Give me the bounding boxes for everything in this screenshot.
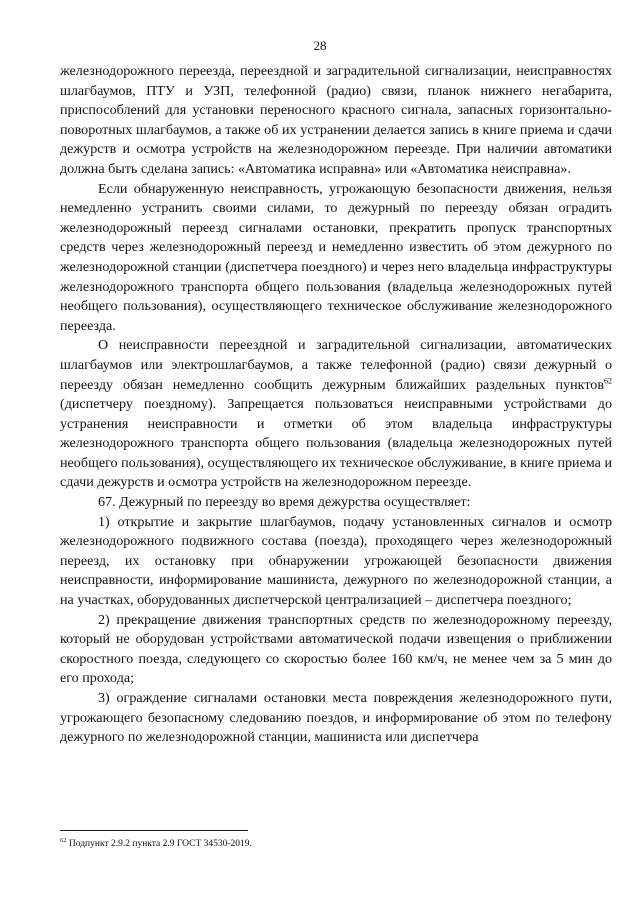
footnote-divider bbox=[60, 830, 248, 831]
footnote-text: Подпункт 2.9.2 пункта 2.9 ГОСТ 34530-2019. bbox=[66, 839, 252, 849]
clause-67-heading: 67. Дежурный по переезду во время дежурства осуществляет: bbox=[98, 494, 471, 511]
page-number: 28 bbox=[313, 38, 327, 53]
list-item-1: 1) открытие и закрытие шлагбаумов, подачу установленных сигналов и осмотр железнодорожного подвижного состава (поезда), проходящего через железнодорожный переезд, их остановку при обнаружении угрожающей безопасности движения неисправности, информирование машиниста, дежурного по железнодорожной станции, а на участках, оборудованных диспетчерской централизацией – диспетчера поездного; bbox=[60, 513, 612, 609]
footnote bbox=[60, 838, 612, 850]
list-item-3: 3) ограждение сигналами остановки места повреждения железнодорожного пути, угрожающего безопасному следованию поездов, и информирование об этом по телефону дежурного по железнодорожной станции, машиниста или диспетчера bbox=[60, 690, 612, 746]
footnote-number: 62 bbox=[60, 836, 67, 844]
paragraph-continuation: железнодорожного переезда, переездной и заградительной сигнализации, неисправностях шлагбаумов, ПТУ и УЗП, телефонной (радио) связи, планок нижнего негабарита, приспособлений для установки переносного красного сигнала, запасных горизонтально-поворотных шлагбаумов, а также об их устранении делается запись в книге приема и сдачи дежурств и осмотра устройств на железнодорожном переезде. При наличии автоматики должна быть сделана запись: «Автоматика исправна» или «Автоматика неисправна». bbox=[60, 63, 612, 177]
list-item-2: 2) прекращение движения транспортных средств по железнодорожному переезду, который не оборудован устройствами автоматической подачи извещения о приближении скоростного поезда, следующего со скоростью более 160 км/ч, не менее чем за 5 мин до его прохода; bbox=[60, 611, 612, 687]
paragraph-signalling-fault bbox=[60, 336, 612, 493]
footnote-reference: 62 bbox=[604, 375, 612, 385]
paragraph-signalling-fault-part1: О неисправности переездной и заградительной сигнализации, автоматических шлагбаумов или электрошлагбаумов, а также телефонной (радио) связи дежурный о переезду обязан немедленно сообщить дежурным ближайших раздельных пунктов bbox=[60, 337, 612, 393]
paragraph-unrepairable-fault: Если обнаруженную неисправность, угрожающую безопасности движения, нельзя немедленно устранить своими силами, то дежурный по переезду обязан оградить железнодорожный переезд сигналами остановки, прекратить пропуск транспортных средств через железнодорожный переезд и немедленно известить об этом дежурного по железнодорожной станции (диспетчера поездного) и через него владельца инфраструктуры железнодорожного транспорта общего пользования (владельца железнодорожных путей необщего пользования), осуществляющего техническое обслуживание железнодорожного переезда. bbox=[60, 180, 612, 334]
paragraph-signalling-fault-part2: (диспетчеру поездному). Запрещается пользоваться неисправными устройствами до устранения неисправности и отметки об этом владельца инфраструктуры железнодорожного транспорта общего пользования (владельца железнодорожных путей необщего пользования), осуществляющего их техническое обслуживание, в книге приема и сдачи дежурств и осмотра устройств на железнодорожном переезде. bbox=[60, 396, 612, 491]
body-text bbox=[60, 62, 612, 748]
